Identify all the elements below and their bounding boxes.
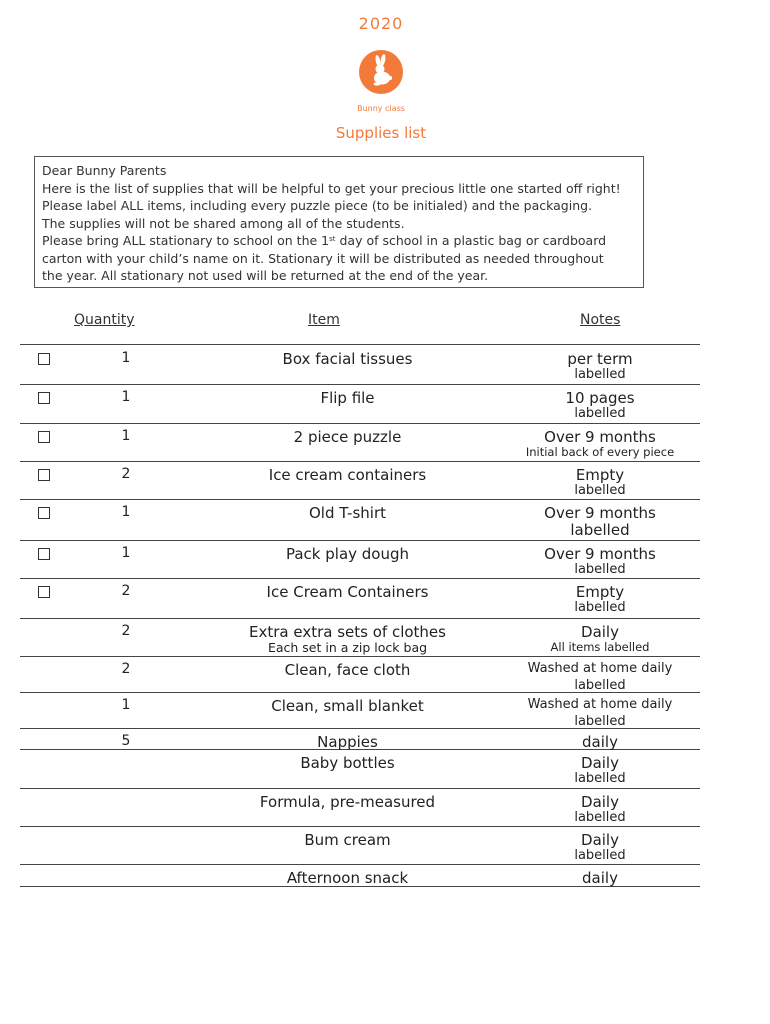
- row-item: Extra extra sets of clothes: [249, 623, 446, 641]
- checkbox[interactable]: [38, 507, 50, 519]
- letter-line: Please label ALL items, including every puzzle piece (to be initialed) and the packaging.: [42, 198, 593, 213]
- letter-text: day of school in a plastic bag or cardboard: [335, 233, 607, 248]
- row-note-detail: labelled: [574, 600, 626, 615]
- row-note-detail: labelled: [574, 562, 626, 577]
- bunny-logo: [359, 50, 403, 94]
- table-row: [20, 864, 700, 887]
- row-note: Empty: [575, 583, 625, 601]
- row-item: Pack play dough: [285, 545, 410, 563]
- logo-caption: Bunny class: [357, 104, 405, 113]
- checkbox[interactable]: [38, 586, 50, 598]
- checkbox[interactable]: [38, 431, 50, 443]
- row-note: Daily: [581, 754, 619, 772]
- table-row: [20, 423, 700, 462]
- bunny-icon: [359, 50, 403, 94]
- row-note-detail: Initial back of every piece: [525, 445, 675, 459]
- row-note: daily: [582, 733, 618, 751]
- row-quantity: 1: [121, 504, 131, 520]
- checkbox[interactable]: [38, 353, 50, 365]
- row-note: Empty: [575, 466, 625, 484]
- row-quantity: 1: [121, 697, 131, 713]
- table-row: [20, 749, 700, 789]
- row-note: Daily: [581, 793, 619, 811]
- letter-line: [42, 232, 636, 250]
- row-quantity: 1: [121, 428, 131, 444]
- row-quantity: 1: [121, 389, 131, 405]
- row-quantity: 2: [121, 583, 131, 599]
- row-quantity: 2: [121, 623, 131, 639]
- letter-line: the year. All stationary not used will be returned at the end of the year.: [42, 268, 489, 283]
- row-item: Ice Cream Containers: [266, 583, 429, 601]
- item-header: Item: [308, 312, 340, 328]
- checkbox[interactable]: [38, 392, 50, 404]
- table-row: [20, 461, 700, 500]
- row-item: Box facial tissues: [282, 350, 413, 368]
- row-note: Daily: [581, 831, 619, 849]
- row-note: Over 9 months: [544, 504, 656, 522]
- row-quantity: 2: [121, 466, 131, 482]
- row-item: Bum cream: [304, 831, 391, 849]
- row-quantity: 1: [121, 350, 131, 366]
- row-note-detail: labelled: [574, 483, 626, 498]
- row-note-detail: labelled: [574, 810, 626, 825]
- row-note: per term: [567, 350, 633, 368]
- row-note: Over 9 months: [544, 428, 656, 446]
- table-row: [20, 728, 700, 750]
- table-row: [20, 692, 700, 729]
- row-note: 10 pages: [565, 389, 635, 407]
- row-item-detail: Each set in a zip lock bag: [267, 640, 428, 655]
- table-row: [20, 788, 700, 827]
- row-item: Formula, pre-measured: [259, 793, 436, 811]
- letter-text: Please bring ALL stationary to school on the 1: [42, 233, 330, 248]
- row-item: Afternoon snack: [286, 869, 409, 887]
- row-note: Washed at home daily: [527, 697, 673, 712]
- row-note-detail: labelled: [570, 521, 630, 539]
- letter-line: The supplies will not be shared among all of the students.: [42, 215, 405, 231]
- row-quantity: 1: [121, 545, 131, 561]
- letter-greeting: Dear Bunny Parents: [42, 163, 167, 178]
- row-note: Daily: [581, 623, 619, 641]
- table-row: [20, 345, 700, 385]
- row-note-detail: labelled: [574, 406, 626, 421]
- row-item: Clean, face cloth: [284, 661, 411, 679]
- row-item: Ice cream containers: [268, 466, 427, 484]
- table-row: [20, 656, 700, 693]
- table-row: [20, 384, 700, 424]
- notes-header: Notes: [580, 312, 621, 328]
- row-note: Washed at home daily: [527, 661, 673, 676]
- letter-line: Here is the list of supplies that will be helpful to get your precious little one started off right!: [42, 180, 621, 196]
- page-title: Supplies list: [335, 124, 427, 142]
- row-note-detail: All items labelled: [550, 640, 650, 654]
- row-note-detail: labelled: [574, 848, 626, 863]
- letter-line: carton with your child’s name on it. Stationary it will be distributed as needed throughout: [42, 250, 604, 266]
- table-row: [20, 618, 700, 657]
- row-note-detail: labelled: [574, 771, 626, 786]
- row-item: 2 piece puzzle: [293, 428, 402, 446]
- checkbox[interactable]: [38, 548, 50, 560]
- year-heading: 2020: [358, 14, 404, 33]
- letter-superscript: st: [329, 235, 336, 243]
- table-row: [20, 578, 700, 619]
- table-row: [20, 540, 700, 579]
- table-row: [20, 826, 700, 865]
- parent-letter: [34, 156, 644, 288]
- table-row: [20, 499, 700, 541]
- row-note-detail: labelled: [574, 367, 626, 382]
- quantity-header: Quantity: [74, 312, 135, 328]
- row-item: Baby bottles: [300, 754, 395, 772]
- row-note-detail: labelled: [574, 678, 626, 693]
- row-note-detail: labelled: [574, 714, 626, 729]
- row-item: Old T-shirt: [309, 504, 386, 522]
- row-note: Over 9 months: [544, 545, 656, 563]
- row-item: Flip file: [320, 389, 375, 407]
- row-item: Nappies: [317, 733, 378, 751]
- row-note: daily: [582, 869, 618, 887]
- row-item: Clean, small blanket: [271, 697, 424, 715]
- row-quantity: 2: [121, 661, 131, 677]
- checkbox[interactable]: [38, 469, 50, 481]
- row-quantity: 5: [121, 733, 131, 749]
